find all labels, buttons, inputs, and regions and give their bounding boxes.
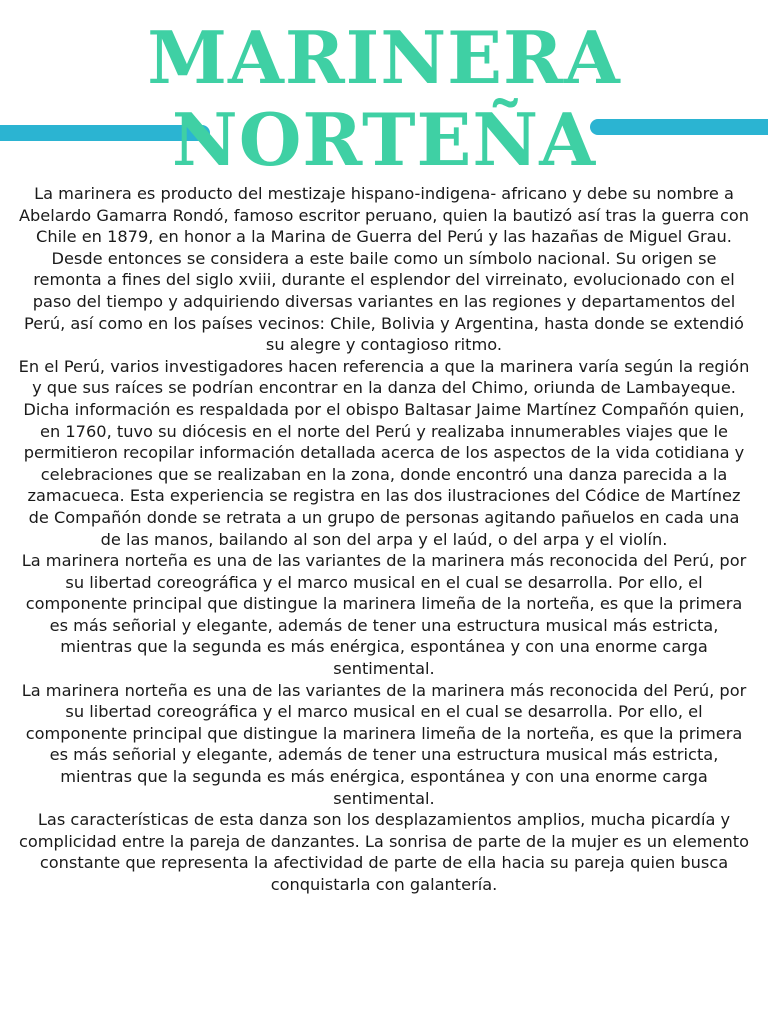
paragraph: La marinera norteña es una de las variantes de la marinera más reconocida del Perú, por su libertad coreográfica y el marco musical en el cual se desarrolla. Por ello, el componente principal que distingue la marinera limeña de la norteña, es que la primera es más señorial y elegante, además de tener una estructura musical más estricta, mientras que la segunda es más enérgica, espontánea y con una enorme carga sentimental. [21, 680, 747, 808]
title-line-1: MARINERA [147, 15, 621, 100]
paragraph: En el Perú, varios investigadores hacen referencia a que la marinera varía según la región y que sus raíces se podrían encontrar en la danza del Chimo, oriunda de Lambayeque. Dicha información es respaldada por el obispo Baltasar Jaime Martínez Compañón quien, en 1760, tuvo su diócesis en el norte del Perú y realizaba innumerables viajes que le permitieron recopilar información detallada acerca de los aspectos de la vida cotidiana y celebraciones que se realizaban en la zona, donde encontró una danza parecida a la zamacueca. Esta experiencia se registra en las dos ilustraciones del Códice de Martínez de Compañón donde se retrata a un grupo de personas agitando pañuelos en cada una de las manos, bailando al son del arpa y el laúd, o del arpa y el violín. [18, 356, 750, 549]
paragraph: La marinera es producto del mestizaje hispano-indigena- africano y debe su nombre a Abelardo Gamarra Rondó, famoso escritor peruano, quien la bautizó así tras la guerra con Chile en 1879, en honor a la Marina de Guerra del Perú y las hazañas de Miguel Grau. Desde entonces se considera a este baile como un símbolo nacional. Su origen se remonta a fines del siglo xviii, durante el esplendor del virreinato, evolucionado con el paso del tiempo y adquiriendo diversas variantes en las regiones y departamentos del Perú, así como en los países vecinos: Chile, Bolivia y Argentina, hasta donde se extendió su alegre y contagioso ritmo. [18, 184, 750, 355]
paragraph: La marinera norteña es una de las variantes de la marinera más reconocida del Perú, por su libertad coreográfica y el marco musical en el cual se desarrolla. Por ello, el componente principal que distingue la marinera limeña de la norteña, es que la primera es más señorial y elegante, además de tener una estructura musical más estricta, mientras que la segunda es más enérgica, espontánea y con una enorme carga sentimental. [21, 551, 747, 679]
title-block [0, 15, 768, 182]
paragraph: Las características de esta danza son los desplazamientos amplios, mucha picardía y complicidad entre la pareja de danzantes. La sonrisa de parte de la mujer es un elemento constante que representa la afectividad de parte de ella hacia su pareja quien busca conquistarla con galantería. [18, 810, 750, 894]
title-line-2: NORTEÑA [171, 97, 597, 182]
body-text [18, 183, 750, 896]
